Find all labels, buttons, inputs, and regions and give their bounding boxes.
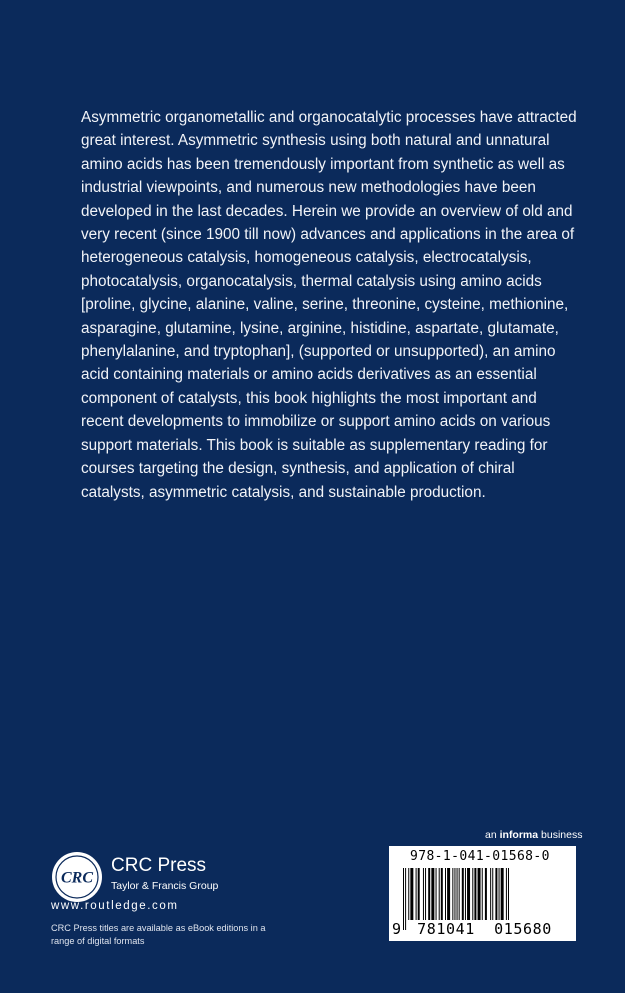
- barcode-bar: [467, 868, 470, 920]
- ean-right-group: 015680: [487, 920, 559, 938]
- barcode-bar: [425, 868, 426, 920]
- publisher-name: CRC Press: [111, 855, 207, 876]
- barcode-bar: [465, 868, 466, 920]
- publisher-group: Taylor & Francis Group: [111, 880, 219, 892]
- tagline-prefix: an: [485, 829, 500, 841]
- informa-tagline: [485, 829, 582, 841]
- barcode-bar: [423, 868, 424, 920]
- barcode-bar: [403, 868, 404, 930]
- barcode-bar: [439, 868, 440, 920]
- barcode-bar: [492, 868, 493, 920]
- book-description: Asymmetric organometallic and organocatalytic processes have attracted great interest. Asymmetric synthesis using both natural and unnatural amino acids has been tremendously important from synthetic as well as industrial viewpoints, and numerous new methodologies have been developed in the last decades. Herein we provide an overview of old and very recent (since 1900 till now) advances and applications in the area of heterogeneous catalysis, homogeneous catalysis, electrocatalysis, photocatalysis, organocatalysis, thermal catalysis using amino acids [proline, glycine, alanine, valine, serine, threonine, cysteine, methionine, asparagine, glutamine, lysine, arginine, histidine, aspartate, glutamate, phenylalanine, and tryptophan], (supported or unsupported), an amino acid containing materials or amino acids derivatives as an essential component of catalysts, this book highlights the most important and recent developments to immobilize or support amino acids on various support materials. This book is suitable as supplementary reading for courses targeting the design, synthesis, and application of chiral catalysts, asymmetric catalysis, and sustainable production.: [81, 109, 577, 501]
- barcode-bar: [408, 868, 409, 920]
- barcode-bar: [436, 868, 437, 920]
- barcode-bar: [445, 868, 446, 920]
- barcode-bar: [482, 868, 483, 920]
- barcode-bar: [405, 868, 406, 930]
- barcode-bar: [501, 868, 504, 920]
- barcode-bar: [431, 868, 434, 920]
- barcode-bar: [495, 868, 497, 920]
- logo-letters: CRC: [60, 869, 94, 887]
- barcode-bar: [499, 868, 500, 920]
- barcode-bar: [447, 868, 450, 920]
- barcode-bar: [485, 868, 487, 920]
- barcode-bar: [472, 868, 473, 920]
- crc-press-logo-icon: [51, 851, 103, 903]
- publisher-website[interactable]: www.routledge.com: [51, 900, 179, 912]
- ean-first-digit: 9: [392, 920, 402, 938]
- ebook-note: CRC Press titles are available as eBook editions in a range of digital formats: [51, 923, 266, 946]
- barcode-bar: [490, 868, 491, 920]
- barcode-bar: [416, 868, 417, 920]
- barcode-bar: [452, 868, 453, 920]
- isbn-barcode: [389, 846, 576, 941]
- barcode-bar: [474, 868, 476, 920]
- ean-left-group: 781041: [411, 920, 481, 938]
- barcode-bar: [441, 868, 443, 920]
- barcode-bar: [418, 868, 420, 920]
- tagline-suffix: business: [538, 829, 583, 841]
- isbn-text: 978-1-041-01568-0: [410, 849, 550, 864]
- informa-brand: informa: [499, 829, 539, 841]
- barcode-bar: [506, 868, 507, 920]
- barcode-bar: [428, 868, 430, 920]
- barcode-bar: [478, 868, 481, 920]
- barcode-bar: [462, 868, 464, 920]
- barcode-bar: [410, 868, 413, 920]
